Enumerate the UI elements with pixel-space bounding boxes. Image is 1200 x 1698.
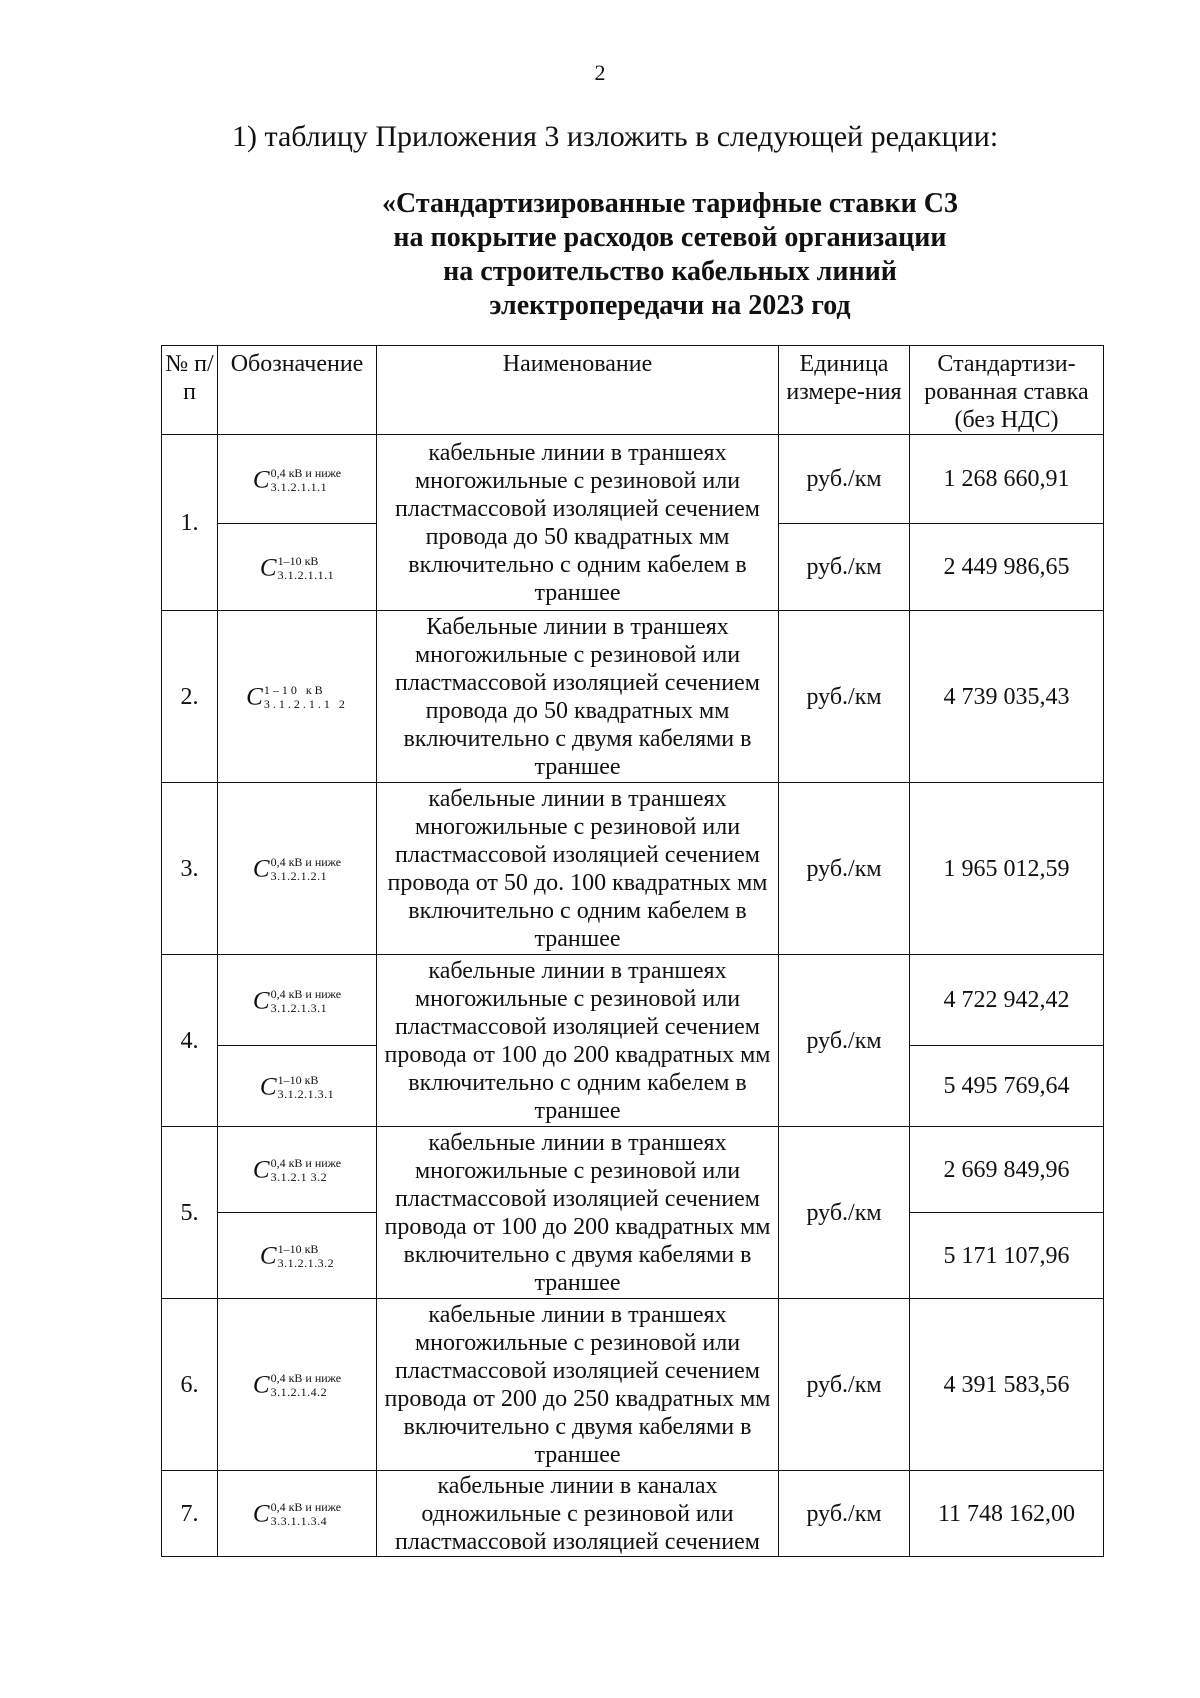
header-row — [162, 346, 1104, 435]
designation-cell — [218, 955, 377, 1046]
table-row — [162, 1127, 1104, 1213]
designation-formula: C 1–10 кВ 3.1.2.1.3.2 — [259, 1242, 335, 1271]
title-line: на строительство кабельных линий — [443, 256, 897, 287]
unit-cell: руб./км — [779, 1471, 910, 1557]
designation-formula: C 0,4 кВ и ниже 3.1.2.1 3.2 — [252, 1156, 342, 1185]
unit-cell: руб./км — [779, 783, 910, 955]
rate-cell: 4 722 942,42 — [910, 955, 1104, 1046]
header-code: Обозначение — [218, 346, 377, 435]
header-name: Наименование — [377, 346, 779, 435]
name-cell: кабельные линии в траншеях многожильные с резиновой или пластмассовой изоляцией сечением провода от 50 до. 100 квадратных мм включительно с одним кабелем в траншее — [377, 783, 779, 955]
name-cell: Кабельные линии в траншеях многожильные с резиновой или пластмассовой изоляцией сечением провода до 50 квадратных мм включительно с двумя кабелями в траншее — [377, 611, 779, 783]
designation-formula: C 0,4 кВ и ниже 3.1.2.1.3.1 — [252, 986, 342, 1015]
rate-cell: 1 965 012,59 — [910, 783, 1104, 955]
unit-cell: руб./км — [779, 611, 910, 783]
designation-cell — [218, 524, 377, 611]
rate-cell: 4 391 583,56 — [910, 1299, 1104, 1471]
rates-table — [161, 345, 1104, 1557]
name-cell: кабельные линии в каналах одножильные с резиновой или пластмассовой изоляцией сечением — [377, 1471, 779, 1557]
designation-formula: C 1–10 кВ 3.1.2.1.1.1 — [259, 553, 335, 582]
designation-cell — [218, 1471, 377, 1557]
title-line: «Стандартизированные тарифные ставки С3 — [382, 188, 958, 219]
designation-formula: C 1–10 кВ 3.1.2.1.1 2 — [246, 683, 348, 712]
intro-text: 1) таблицу Приложения 3 изложить в следующей редакции: — [232, 120, 999, 153]
row-number: 7. — [162, 1471, 218, 1557]
table-row — [162, 783, 1104, 955]
rate-cell: 2 669 849,96 — [910, 1127, 1104, 1213]
unit-cell: руб./км — [779, 524, 910, 611]
table-row — [162, 955, 1104, 1046]
row-number: 5. — [162, 1127, 218, 1299]
name-cell: кабельные линии в траншеях многожильные с резиновой или пластмассовой изоляцией сечением провода от 200 до 250 квадратных мм включительно с двумя кабелями в траншее — [377, 1299, 779, 1471]
name-cell: кабельные линии в траншеях многожильные с резиновой или пластмассовой изоляцией сечением провода от 100 до 200 квадратных мм включительно с двумя кабелями в траншее — [377, 1127, 779, 1299]
rate-cell: 2 449 986,65 — [910, 524, 1104, 611]
header-num: № п/п — [162, 346, 218, 435]
table-row — [162, 1299, 1104, 1471]
name-cell: кабельные линии в траншеях многожильные с резиновой или пластмассовой изоляцией сечением провода от 100 до 200 квадратных мм включительно с одним кабелем в траншее — [377, 955, 779, 1127]
row-number: 1. — [162, 435, 218, 611]
name-cell: кабельные линии в траншеях многожильные с резиновой или пластмассовой изоляцией сечением провода до 50 квадратных мм включительно с одним кабелем в траншее — [377, 435, 779, 611]
rate-cell: 5 495 769,64 — [910, 1046, 1104, 1127]
rate-cell: 5 171 107,96 — [910, 1213, 1104, 1299]
designation-cell — [218, 611, 377, 783]
table-row — [162, 611, 1104, 783]
designation-cell — [218, 783, 377, 955]
rate-cell: 1 268 660,91 — [910, 435, 1104, 524]
row-number: 2. — [162, 611, 218, 783]
row-number: 4. — [162, 955, 218, 1127]
title-line: на покрытие расходов сетевой организации — [393, 222, 947, 253]
designation-formula: C 1–10 кВ 3.1.2.1.3.1 — [259, 1072, 335, 1101]
row-number: 6. — [162, 1299, 218, 1471]
designation-formula: C 0,4 кВ и ниже 3.1.2.1.1.1 — [252, 465, 342, 494]
designation-cell — [218, 435, 377, 524]
unit-cell: руб./км — [779, 1299, 910, 1471]
designation-cell — [218, 1046, 377, 1127]
designation-formula: C 0,4 кВ и ниже 3.3.1.1.3.4 — [252, 1500, 342, 1529]
rate-cell: 4 739 035,43 — [910, 611, 1104, 783]
table-row — [162, 435, 1104, 524]
designation-formula: C 0,4 кВ и ниже 3.1.2.1.4.2 — [252, 1371, 342, 1400]
table-title — [330, 187, 1010, 323]
page-number: 2 — [594, 60, 606, 85]
designation-formula: C 0,4 кВ и ниже 3.1.2.1.2.1 — [252, 855, 342, 884]
unit-cell: руб./км — [779, 955, 910, 1127]
unit-cell: руб./км — [779, 435, 910, 524]
table-row — [162, 1471, 1104, 1557]
designation-cell — [218, 1127, 377, 1213]
title-line: электропередачи на 2023 год — [489, 290, 851, 321]
row-number: 3. — [162, 783, 218, 955]
unit-cell: руб./км — [779, 1127, 910, 1299]
header-rate: Стандартизи-рованная ставка (без НДС) — [910, 346, 1104, 435]
designation-cell — [218, 1299, 377, 1471]
rate-cell: 11 748 162,00 — [910, 1471, 1104, 1557]
header-unit: Единица измере-ния — [779, 346, 910, 435]
designation-cell — [218, 1213, 377, 1299]
